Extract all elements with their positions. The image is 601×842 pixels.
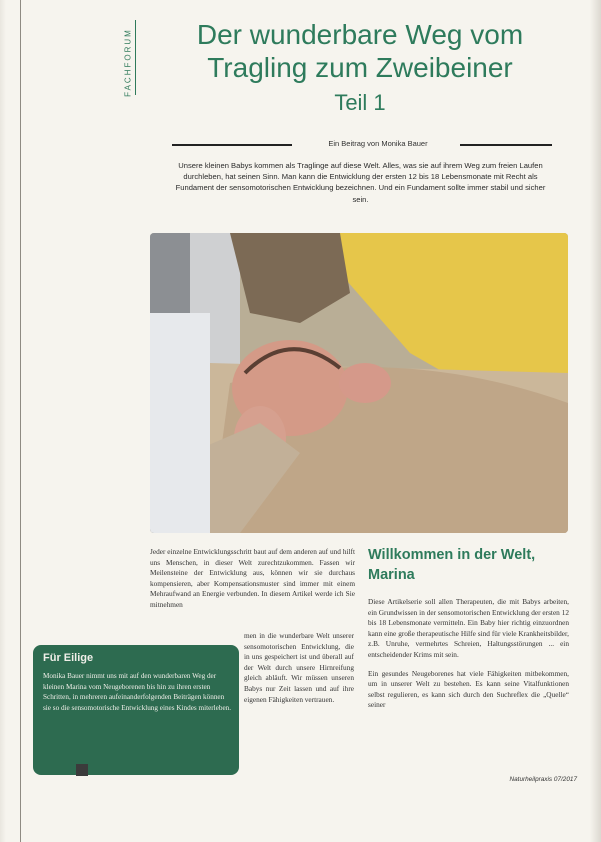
- photo-illustration: [150, 233, 568, 533]
- page-marker-icon: [76, 764, 88, 776]
- infobox-text: Monika Bauer nimmt uns mit auf den wunderbaren Weg der kleinen Marina vom Neugeborenen bis hin zu ihren ersten Schritten, in mehreren aufeinanderfolgenden Beiträgen können sie so die sensomotorische Entwicklung eines Kindes miterleben.: [43, 672, 232, 712]
- baby-in-sling-photo: [150, 233, 568, 533]
- body-column-right: [368, 597, 569, 719]
- body-column-left-continued: men in die wunderbare Welt unserer sensomotorischen Entwicklung, die in uns gespeichert ist und überall auf der Welt durch unsere Hirnreifung gleich abläuft. Wir müssen unseren Babys nur Zeit lassen und auf ihre eigenen Fähigkeiten vertrauen.: [244, 631, 354, 704]
- body-paragraph: Ein gesundes Neugeborenes hat viele Fähigkeiten mitbekommen, um in unserer Welt zu bestehen. Es kann seine Vitalfunktionen selbst regulieren, es kann sich durch den Suchreflex die „Quelle“ seiner: [368, 668, 569, 710]
- lead-paragraph: Unsere kleinen Babys kommen als Traglinge auf diese Welt. Alles, was sie auf ihrem Weg zum freien Laufen durchleben, hat seinen Sinn. Man kann die Entwicklung der ersten 12 bis 18 Lebensmonate mit Recht als Fundament der sensomotorischen Entwicklung bezeichnen. Und ein Fundament sollte immer stabil und sicher sein.: [175, 161, 546, 204]
- quick-summary-box: [33, 645, 239, 775]
- byline: Ein Beitrag von Monika Bauer: [328, 139, 428, 148]
- section-rule: [135, 20, 136, 95]
- section-label: FACHFORUM: [123, 28, 133, 97]
- infobox-title: Für Eilige: [43, 652, 94, 664]
- section-heading: Willkommen in der Welt, Marina: [368, 547, 536, 583]
- page-edge-line: [20, 0, 21, 842]
- byline-row: [172, 138, 552, 152]
- byline-rule-right: [460, 144, 552, 146]
- footer-publication: Naturheilpraxis 07/2017: [509, 776, 577, 783]
- article-title: Der wunderbare Weg vom Tragling zum Zweibeiner: [196, 19, 524, 83]
- article-subtitle: Teil 1: [334, 90, 386, 115]
- body-column-left: Jeder einzelne Entwicklungsschritt baut auf dem anderen auf und hilft uns Menschen, in dieser Welt zurechtzukommen. Fassen wir Meilensteine der Entwicklung aus, können wir sie durchaus kompensieren, aber Kompensationsmuster sind immer mit einem Mehraufwand an Energie verbunden. In diesem Artikel werde ich Sie mitnehmen: [150, 547, 355, 609]
- byline-rule-left: [172, 144, 292, 146]
- section-tab: [121, 20, 135, 110]
- body-paragraph: Diese Artikelserie soll allen Therapeuten, die mit Babys arbeiten, ein Grundwissen in der sensomotorischen Entwicklung der ersten 12 bis 18 Lebensmonate vermitteln. Ein Baby hier richtig einzuordnen kann eine große therapeutische Hilfe sind für viele Krankheitsbilder, z.B. Unruhe, vermehrtes Schreien, Haltungsstörungen ... ein entscheidender Krims mit sein.: [368, 597, 569, 659]
